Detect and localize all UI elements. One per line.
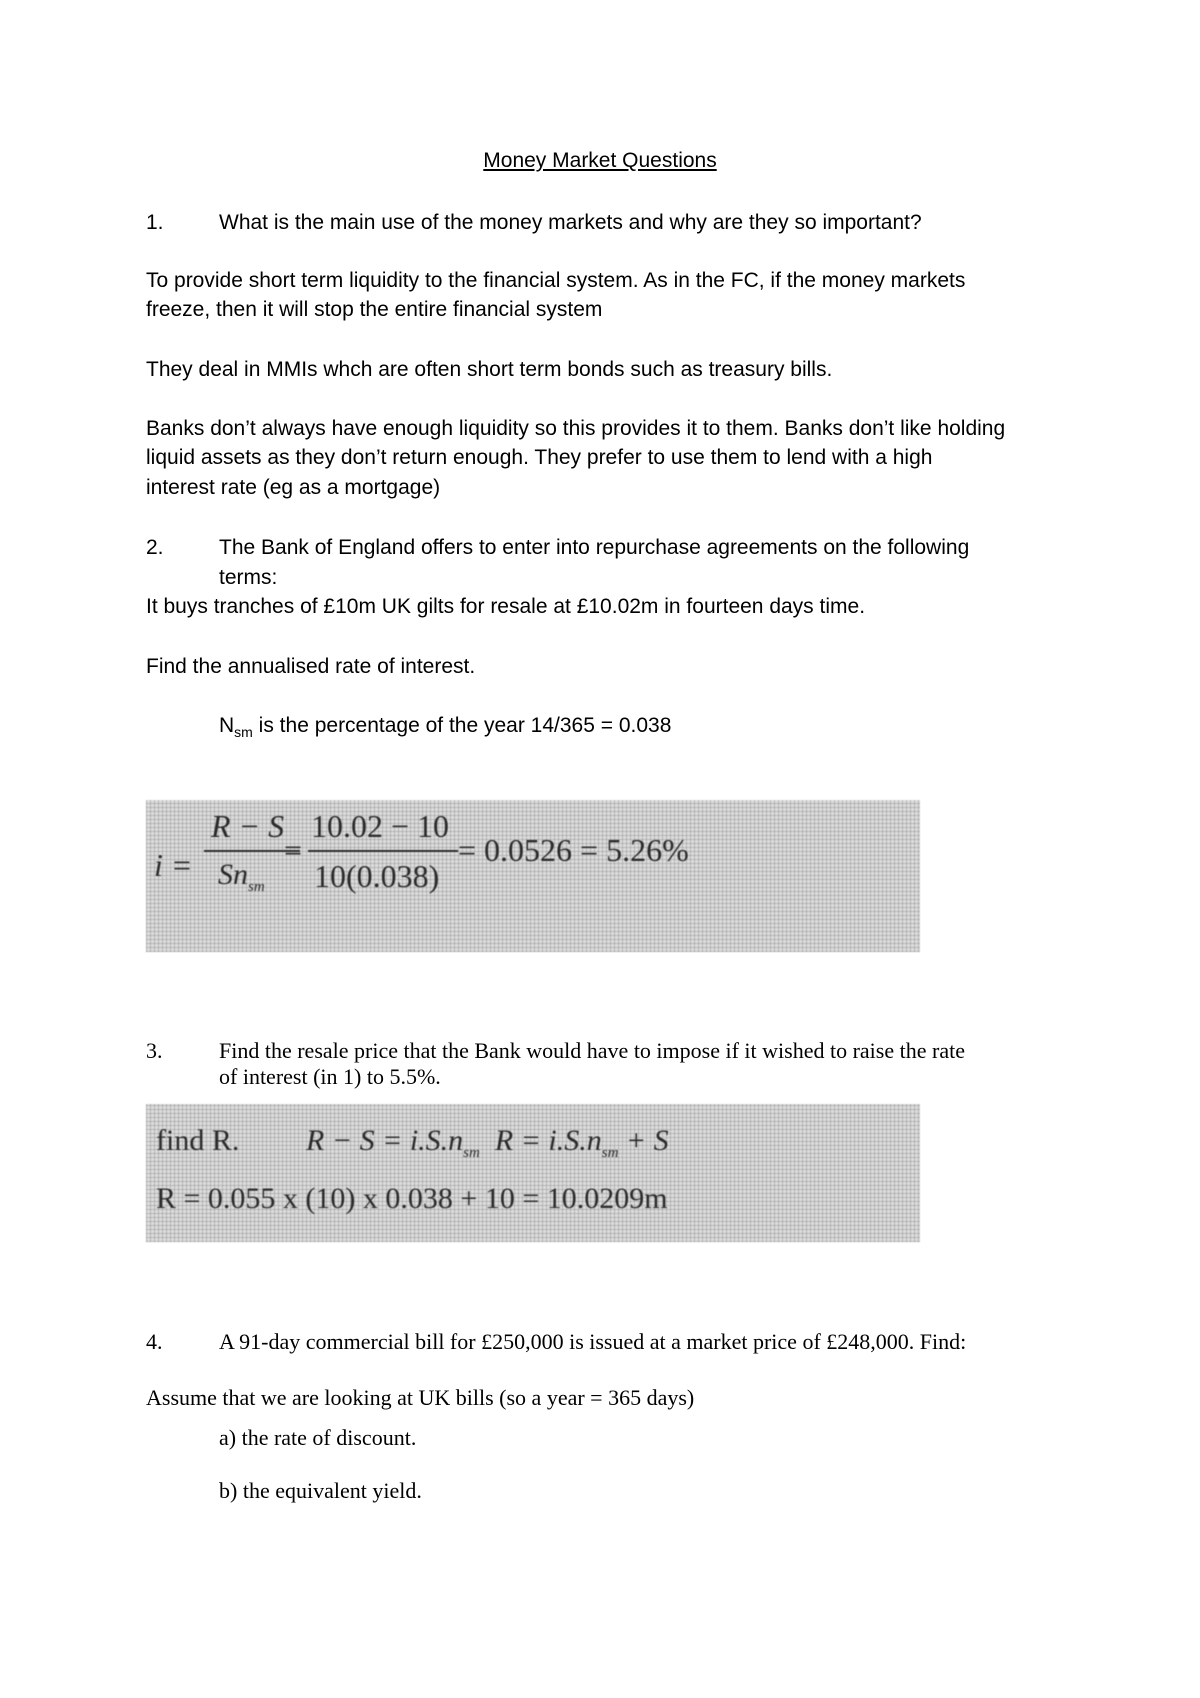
formula-1-result: = 0.0526 = 5.26% xyxy=(458,832,689,868)
formula-1-denominator-1: $Sn_{sm}$ xyxy=(218,858,265,895)
formula-1-i: i = xyxy=(154,847,193,883)
question-1-number: 1. xyxy=(146,211,164,234)
answer-1-paragraph-1-line-1: To provide short term liquidity to the financial system. As in the FC, if the money markets xyxy=(146,269,966,292)
answer-1-paragraph-3-line-2: liquid assets as they don’t return enough. They prefer to use them to lend with a high xyxy=(146,446,933,469)
formula-2-equation-2: R = 0.055 x (10) x 0.038 + 10 = 10.0209m xyxy=(156,1182,668,1215)
formula-2-find: find R. xyxy=(156,1124,240,1157)
formula-image-2 xyxy=(146,1104,920,1242)
question-3-line-1: Find the resale price that the Bank would have to impose if it wished to raise the rate xyxy=(219,1038,965,1063)
nsm-subscript: sm xyxy=(234,724,253,741)
question-2-line-2: terms: xyxy=(219,566,278,589)
formula-1-numerator-2: 10.02 − 10 xyxy=(311,808,450,844)
question-3-line-2: of interest (in 1) to 5.5%. xyxy=(219,1064,441,1089)
question-1-text: What is the main use of the money markets and why are they so important? xyxy=(219,211,922,234)
question-2-task: Find the annualised rate of interest. xyxy=(146,655,476,678)
answer-1-paragraph-1-line-2: freeze, then it will stop the entire financial system xyxy=(146,298,603,321)
nsm-definition xyxy=(219,711,671,747)
question-4-part-b: b) the equivalent yield. xyxy=(219,1478,422,1503)
question-4-text: A 91-day commercial bill for £250,000 is issued at a market price of £248,000. Find: xyxy=(219,1329,967,1354)
nsm-text: is the percentage of the year 14/365 = 0.038 xyxy=(252,714,672,737)
question-4-part-a: a) the rate of discount. xyxy=(219,1425,417,1450)
answer-1-paragraph-3-line-1: Banks don’t always have enough liquidity so this provides it to them. Banks don’t like holding xyxy=(146,417,1006,440)
formula-1-equals: = xyxy=(284,832,303,868)
formula-1-denominator-2: 10(0.038) xyxy=(314,858,440,894)
answer-1-paragraph-3-line-3: interest rate (eg as a mortgage) xyxy=(146,476,441,499)
answer-1-paragraph-2: They deal in MMIs whch are often short term bonds such as treasury bills. xyxy=(146,358,833,381)
question-2-number: 2. xyxy=(146,536,164,559)
page-title: Money Market Questions xyxy=(483,149,717,172)
question-3-number: 3. xyxy=(146,1038,163,1063)
question-4-number: 4. xyxy=(146,1329,163,1354)
question-4-assumption: Assume that we are looking at UK bills (so a year = 365 days) xyxy=(146,1385,695,1410)
formula-1-numerator-1: R − S xyxy=(211,808,285,844)
question-2-line-1: The Bank of England offers to enter into repurchase agreements on the following xyxy=(219,536,970,559)
formula-1-fraction-bar-2 xyxy=(308,850,458,852)
formula-2-equation-1: $R - S = i.S.n_{sm}$ $R = i.S.n_{sm} + S$ xyxy=(306,1124,669,1161)
question-2-detail: It buys tranches of £10m UK gilts for resale at £10.02m in fourteen days time. xyxy=(146,595,866,618)
formula-image-1 xyxy=(146,800,920,952)
nsm-symbol: N xyxy=(219,714,235,737)
